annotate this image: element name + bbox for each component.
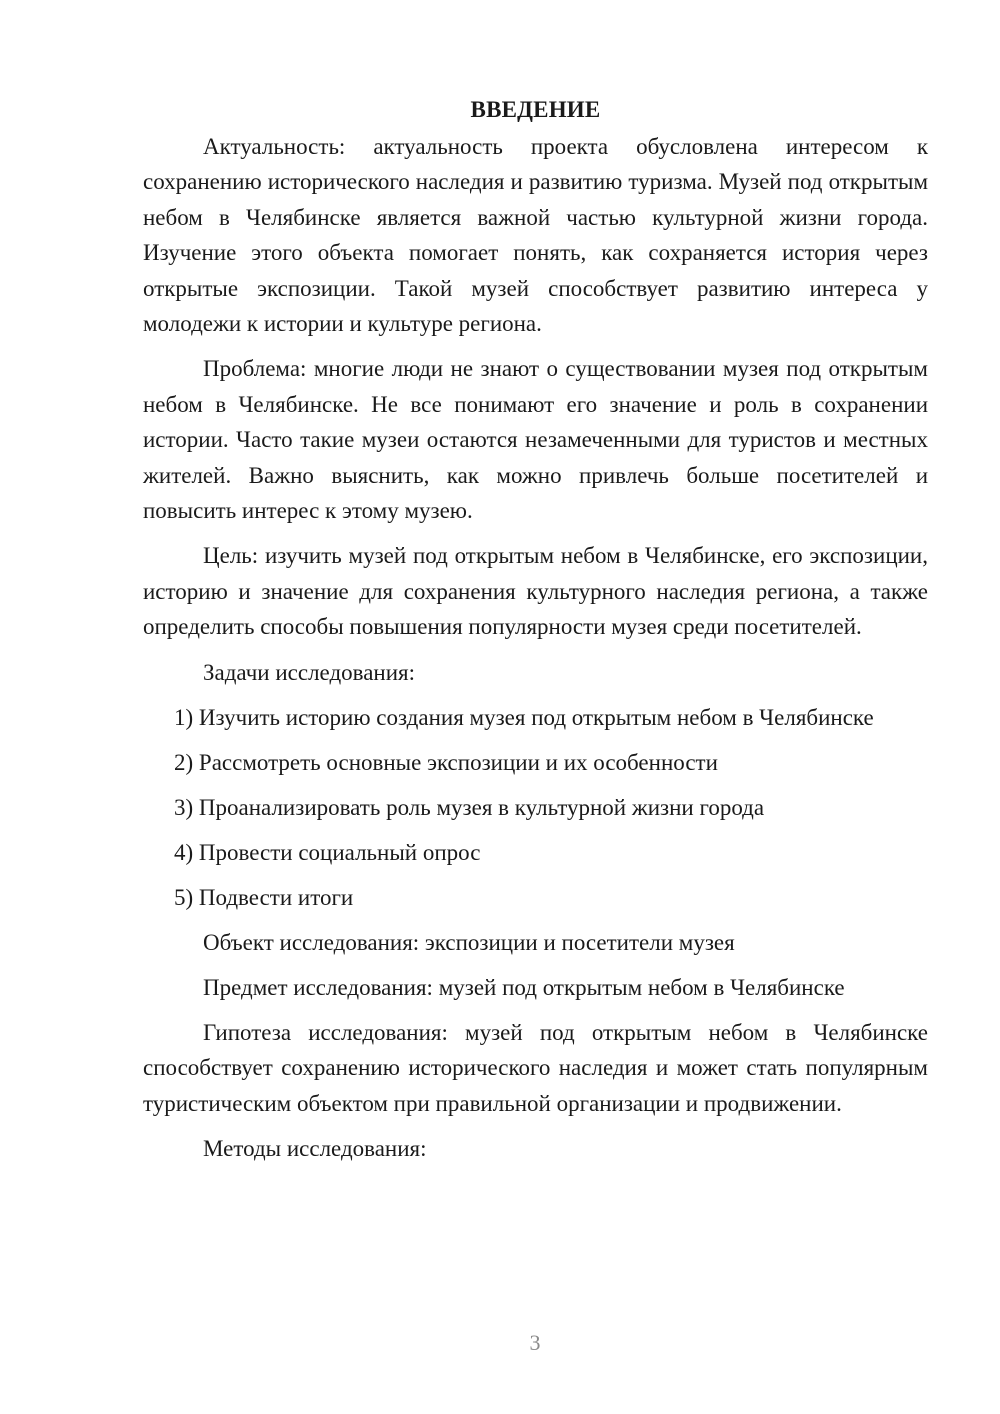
section-title: ВВЕДЕНИЕ bbox=[470, 97, 601, 122]
research-subject: Предмет исследования: музей под открытым небом в Челябинске bbox=[203, 974, 845, 1000]
relevance-paragraph: Актуальность: актуальность проекта обусловлена интересом к сохранению исторического наследия и развитию туризма. Музей под открытым небом в Челябинске является важной частью культурной жизни города. Изучение этого объекта помогает понять, как сохраняется история через открытые экспозиции. Такой музей способствует развитию интереса у молодежи к истории и культуре региона. bbox=[143, 134, 928, 337]
hypothesis-paragraph: Гипотеза исследования: музей под открытым небом в Челябинске способствует сохранению исторического наследия и может стать популярным туристическим объектом при правильной организации и продвижении. bbox=[143, 1019, 928, 1116]
methods-heading: Методы исследования: bbox=[203, 1135, 427, 1161]
document-page bbox=[143, 92, 928, 1176]
task-item-1: 1) Изучить историю создания музея под открытым небом в Челябинске bbox=[174, 704, 874, 730]
task-item-3: 3) Проанализировать роль музея в культурной жизни города bbox=[174, 794, 765, 820]
goal-paragraph: Цель: изучить музей под открытым небом в Челябинске, его экспозиции, историю и значение для сохранения культурного наследия региона, а также определить способы повышения популярности музея среди посетителей. bbox=[143, 543, 928, 640]
tasks-heading: Задачи исследования: bbox=[203, 659, 416, 685]
task-item-4: 4) Провести социальный опрос bbox=[174, 839, 481, 865]
research-object: Объект исследования: экспозиции и посетители музея bbox=[203, 929, 735, 955]
task-item-5: 5) Подвести итоги bbox=[174, 884, 354, 910]
problem-paragraph: Проблема: многие люди не знают о существовании музея под открытым небом в Челябинске. Не все понимают его значение и роль в сохранении истории. Часто такие музеи остаются незамеченными для туристов и местных жителей. Важно выяснить, как можно привлечь больше посетителей и повысить интерес к этому музею. bbox=[143, 356, 928, 524]
page-number: 3 bbox=[529, 1330, 541, 1355]
task-item-2: 2) Рассмотреть основные экспозиции и их особенности bbox=[174, 749, 718, 775]
